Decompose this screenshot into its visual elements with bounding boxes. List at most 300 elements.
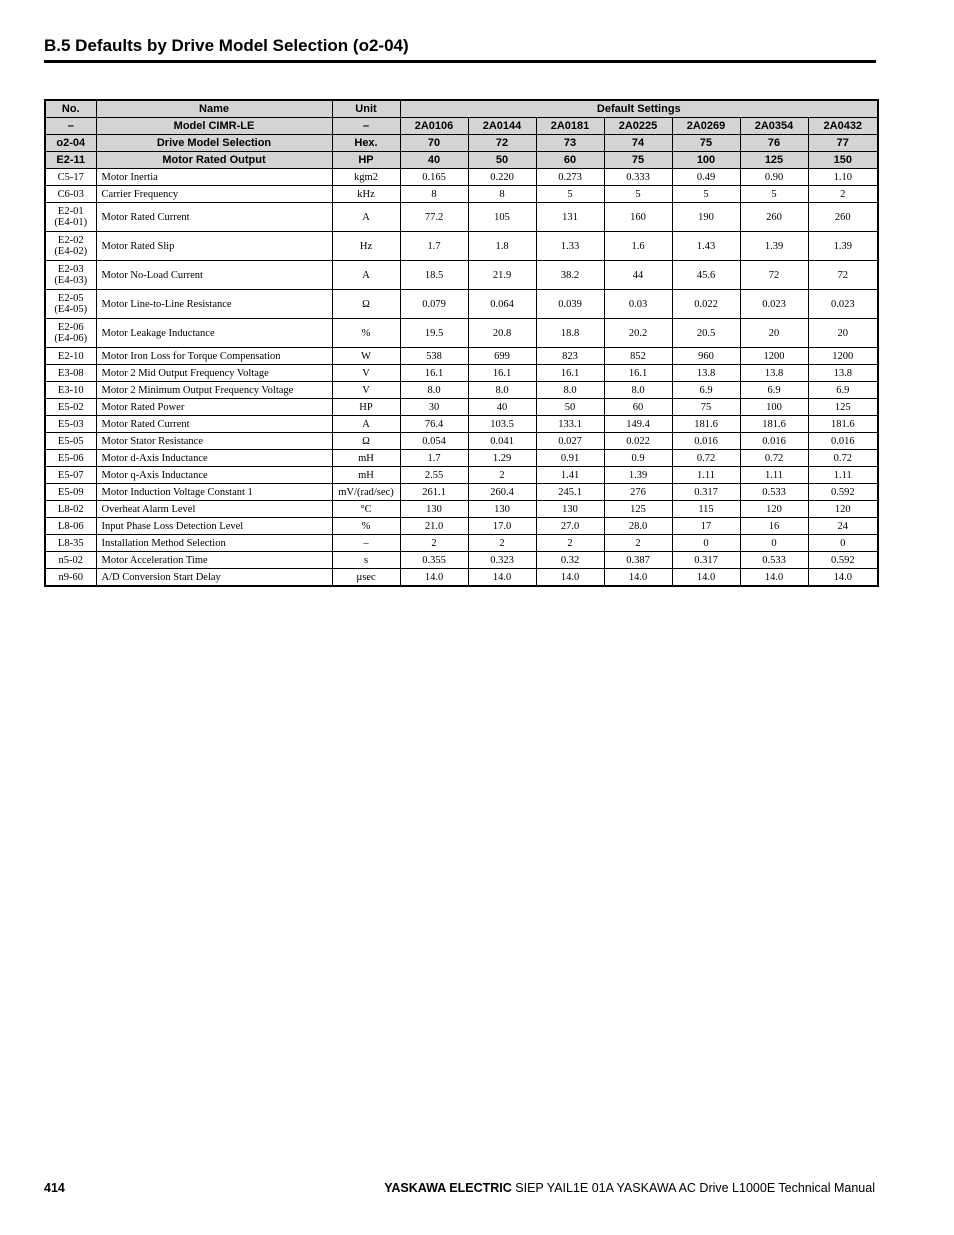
param-name: Motor Rated Slip — [96, 232, 332, 261]
param-value: 72 — [808, 261, 878, 290]
param-value: 1.10 — [808, 169, 878, 186]
param-value: 0.022 — [672, 290, 740, 319]
param-value: 0.022 — [604, 433, 672, 450]
param-name: Motor No-Load Current — [96, 261, 332, 290]
param-value: 0.016 — [808, 433, 878, 450]
param-value: 125 — [604, 501, 672, 518]
param-value: 18.5 — [400, 261, 468, 290]
output-value: 150 — [808, 152, 878, 169]
param-value: 8.0 — [400, 382, 468, 399]
param-value: 0.016 — [740, 433, 808, 450]
param-unit: A — [332, 416, 400, 433]
footer-brand: YASKAWA ELECTRIC — [384, 1181, 512, 1195]
table-row — [45, 319, 878, 348]
param-no-primary: E2-05 — [57, 293, 84, 304]
param-value: 1.41 — [536, 467, 604, 484]
param-unit: % — [332, 319, 400, 348]
param-name: Motor Line-to-Line Resistance — [96, 290, 332, 319]
model-row — [45, 118, 878, 135]
table-row — [45, 203, 878, 232]
param-value: 27.0 — [536, 518, 604, 535]
param-name: Overheat Alarm Level — [96, 501, 332, 518]
header-name: Name — [96, 100, 332, 118]
param-value: 0.039 — [536, 290, 604, 319]
param-unit: A — [332, 203, 400, 232]
param-value: 20 — [740, 319, 808, 348]
param-no — [45, 169, 96, 186]
param-value: 1.39 — [604, 467, 672, 484]
page-number: 414 — [44, 1181, 65, 1195]
param-value: 6.9 — [740, 382, 808, 399]
param-value: 19.5 — [400, 319, 468, 348]
param-no-primary: E5-06 — [57, 452, 84, 464]
param-name: Motor q-Axis Inductance — [96, 467, 332, 484]
header-no: No. — [45, 100, 96, 118]
selection-unit: Hex. — [332, 135, 400, 152]
param-value: 1.33 — [536, 232, 604, 261]
param-value: 2 — [468, 535, 536, 552]
table-row — [45, 232, 878, 261]
param-value: 0.32 — [536, 552, 604, 569]
param-no — [45, 348, 96, 365]
param-name: Motor Stator Resistance — [96, 433, 332, 450]
param-value: 1.11 — [740, 467, 808, 484]
param-value: 21.9 — [468, 261, 536, 290]
param-value: 115 — [672, 501, 740, 518]
param-unit: mV/(rad/sec) — [332, 484, 400, 501]
selection-row — [45, 135, 878, 152]
param-value: 8.0 — [468, 382, 536, 399]
param-value: 0 — [740, 535, 808, 552]
param-value: 160 — [604, 203, 672, 232]
model-value: 2A0432 — [808, 118, 878, 135]
param-value: 8 — [400, 186, 468, 203]
param-no-primary: E5-02 — [57, 401, 84, 413]
param-value: 17 — [672, 518, 740, 535]
param-unit: mH — [332, 467, 400, 484]
param-value: 14.0 — [740, 569, 808, 587]
param-value: 0.533 — [740, 552, 808, 569]
param-value: 0.041 — [468, 433, 536, 450]
param-value: 2 — [604, 535, 672, 552]
param-value: 0.016 — [672, 433, 740, 450]
model-value: 2A0144 — [468, 118, 536, 135]
param-value: 149.4 — [604, 416, 672, 433]
param-value: 20.8 — [468, 319, 536, 348]
table-row — [45, 416, 878, 433]
table-row — [45, 365, 878, 382]
param-value: 538 — [400, 348, 468, 365]
param-value: 960 — [672, 348, 740, 365]
param-unit: V — [332, 365, 400, 382]
param-no-primary: C5-17 — [57, 171, 84, 183]
param-no-primary: n9-60 — [58, 571, 83, 583]
param-value: 260 — [740, 203, 808, 232]
table-row — [45, 169, 878, 186]
param-value: 130 — [536, 501, 604, 518]
param-no — [45, 569, 96, 587]
param-name: A/D Conversion Start Delay — [96, 569, 332, 587]
param-unit: Hz — [332, 232, 400, 261]
param-value: 18.8 — [536, 319, 604, 348]
param-value: 1.7 — [400, 232, 468, 261]
param-unit: kgm2 — [332, 169, 400, 186]
param-value: 0.72 — [672, 450, 740, 467]
param-value: 16.1 — [468, 365, 536, 382]
param-value: 2 — [400, 535, 468, 552]
param-value: 260 — [808, 203, 878, 232]
param-value: 40 — [468, 399, 536, 416]
param-unit: – — [332, 535, 400, 552]
param-value: 21.0 — [400, 518, 468, 535]
footer-manual-title: SIEP YAIL1E 01A YASKAWA AC Drive L1000E Technical Manual — [515, 1181, 875, 1195]
table-row — [45, 382, 878, 399]
param-value: 14.0 — [400, 569, 468, 587]
param-no-primary: E3-10 — [57, 384, 84, 396]
param-value: 1200 — [740, 348, 808, 365]
param-no-primary: E5-03 — [57, 418, 84, 430]
model-value: 2A0225 — [604, 118, 672, 135]
table-row — [45, 348, 878, 365]
model-value: 2A0181 — [536, 118, 604, 135]
param-value: 76.4 — [400, 416, 468, 433]
model-name: Model CIMR-LE — [96, 118, 332, 135]
param-no — [45, 290, 96, 319]
param-value: 0 — [672, 535, 740, 552]
param-value: 260.4 — [468, 484, 536, 501]
param-unit: V — [332, 382, 400, 399]
param-value: 1.6 — [604, 232, 672, 261]
param-value: 1.7 — [400, 450, 468, 467]
param-value: 38.2 — [536, 261, 604, 290]
param-value: 1.39 — [808, 232, 878, 261]
param-value: 20.2 — [604, 319, 672, 348]
model-no: – — [45, 118, 96, 135]
param-value: 0.355 — [400, 552, 468, 569]
param-value: 16.1 — [604, 365, 672, 382]
param-value: 699 — [468, 348, 536, 365]
param-no — [45, 365, 96, 382]
defaults-table — [44, 99, 879, 587]
param-no-primary: E2-03 — [57, 264, 84, 275]
param-unit: Ω — [332, 290, 400, 319]
output-no: E2-11 — [45, 152, 96, 169]
table-row — [45, 535, 878, 552]
param-value: 6.9 — [808, 382, 878, 399]
param-value: 245.1 — [536, 484, 604, 501]
param-value: 8.0 — [536, 382, 604, 399]
param-value: 0.49 — [672, 169, 740, 186]
param-value: 0.317 — [672, 552, 740, 569]
param-no — [45, 467, 96, 484]
param-value: 105 — [468, 203, 536, 232]
param-value: 1200 — [808, 348, 878, 365]
param-value: 0.592 — [808, 484, 878, 501]
param-no-primary: n5-02 — [58, 554, 83, 566]
param-no-primary: E3-08 — [57, 367, 84, 379]
param-name: Installation Method Selection — [96, 535, 332, 552]
param-name: Motor Rated Power — [96, 399, 332, 416]
param-value: 5 — [740, 186, 808, 203]
param-no — [45, 203, 96, 232]
param-unit: W — [332, 348, 400, 365]
param-no — [45, 399, 96, 416]
param-no — [45, 518, 96, 535]
param-value: 5 — [604, 186, 672, 203]
table-row — [45, 261, 878, 290]
output-value: 125 — [740, 152, 808, 169]
param-unit: °C — [332, 501, 400, 518]
param-name: Motor Inertia — [96, 169, 332, 186]
param-value: 130 — [468, 501, 536, 518]
param-name: Motor d-Axis Inductance — [96, 450, 332, 467]
param-no-primary: E5-05 — [57, 435, 84, 447]
param-value: 2 — [468, 467, 536, 484]
param-value: 823 — [536, 348, 604, 365]
param-value: 0.023 — [740, 290, 808, 319]
param-no-alt: (E4-02) — [54, 246, 88, 257]
param-value: 100 — [740, 399, 808, 416]
param-value: 14.0 — [468, 569, 536, 587]
output-value: 40 — [400, 152, 468, 169]
footer-manual — [384, 1181, 875, 1195]
param-value: 16 — [740, 518, 808, 535]
param-no — [45, 484, 96, 501]
param-no — [45, 261, 96, 290]
param-name: Motor 2 Mid Output Frequency Voltage — [96, 365, 332, 382]
param-name: Motor Iron Loss for Torque Compensation — [96, 348, 332, 365]
param-value: 852 — [604, 348, 672, 365]
header-row — [45, 100, 878, 118]
param-value: 28.0 — [604, 518, 672, 535]
param-value: 17.0 — [468, 518, 536, 535]
param-value: 2 — [536, 535, 604, 552]
param-value: 0.533 — [740, 484, 808, 501]
selection-value: 75 — [672, 135, 740, 152]
param-name: Input Phase Loss Detection Level — [96, 518, 332, 535]
param-unit: HP — [332, 399, 400, 416]
param-value: 103.5 — [468, 416, 536, 433]
table-row — [45, 552, 878, 569]
param-value: 0.220 — [468, 169, 536, 186]
param-no-primary: C6-03 — [57, 188, 84, 200]
table-row — [45, 501, 878, 518]
param-no — [45, 319, 96, 348]
param-name: Carrier Frequency — [96, 186, 332, 203]
param-name: Motor Rated Current — [96, 203, 332, 232]
param-value: 0.079 — [400, 290, 468, 319]
param-value: 131 — [536, 203, 604, 232]
param-value: 133.1 — [536, 416, 604, 433]
param-value: 0 — [808, 535, 878, 552]
model-unit: – — [332, 118, 400, 135]
param-no — [45, 232, 96, 261]
param-value: 13.8 — [672, 365, 740, 382]
param-value: 261.1 — [400, 484, 468, 501]
param-no-alt: (E4-01) — [54, 217, 88, 228]
selection-value: 73 — [536, 135, 604, 152]
param-unit: s — [332, 552, 400, 569]
param-name: Motor Rated Current — [96, 416, 332, 433]
param-value: 1.11 — [672, 467, 740, 484]
selection-value: 72 — [468, 135, 536, 152]
param-value: 276 — [604, 484, 672, 501]
table-row — [45, 399, 878, 416]
table-row — [45, 450, 878, 467]
section-title: B.5 Defaults by Drive Model Selection (o2-04) — [44, 36, 876, 63]
param-no-primary: L8-35 — [57, 537, 84, 549]
param-value: 2.55 — [400, 467, 468, 484]
param-value: 13.8 — [740, 365, 808, 382]
output-name: Motor Rated Output — [96, 152, 332, 169]
model-value: 2A0269 — [672, 118, 740, 135]
param-name: Motor Acceleration Time — [96, 552, 332, 569]
param-value: 190 — [672, 203, 740, 232]
param-no — [45, 416, 96, 433]
table-row — [45, 467, 878, 484]
param-no-primary: E2-02 — [57, 235, 84, 246]
param-value: 6.9 — [672, 382, 740, 399]
table-row — [45, 484, 878, 501]
param-no-primary: L8-02 — [57, 503, 84, 515]
param-value: 0.91 — [536, 450, 604, 467]
param-value: 30 — [400, 399, 468, 416]
output-value: 50 — [468, 152, 536, 169]
param-no-primary: E5-09 — [57, 486, 84, 498]
param-unit: kHz — [332, 186, 400, 203]
param-value: 181.6 — [740, 416, 808, 433]
table-row — [45, 569, 878, 587]
param-value: 14.0 — [672, 569, 740, 587]
param-unit: A — [332, 261, 400, 290]
param-value: 120 — [808, 501, 878, 518]
param-no — [45, 450, 96, 467]
param-value: 1.8 — [468, 232, 536, 261]
param-value: 16.1 — [400, 365, 468, 382]
param-value: 0.027 — [536, 433, 604, 450]
param-value: 181.6 — [808, 416, 878, 433]
param-value: 0.333 — [604, 169, 672, 186]
param-value: 20.5 — [672, 319, 740, 348]
param-no-primary: E2-10 — [57, 350, 84, 362]
param-no — [45, 552, 96, 569]
param-value: 0.90 — [740, 169, 808, 186]
param-value: 0.387 — [604, 552, 672, 569]
param-value: 1.29 — [468, 450, 536, 467]
param-value: 60 — [604, 399, 672, 416]
table-row — [45, 433, 878, 450]
table-row — [45, 518, 878, 535]
param-value: 72 — [740, 261, 808, 290]
header-unit: Unit — [332, 100, 400, 118]
param-value: 1.39 — [740, 232, 808, 261]
param-value: 0.054 — [400, 433, 468, 450]
param-value: 14.0 — [536, 569, 604, 587]
param-value: 14.0 — [604, 569, 672, 587]
model-value: 2A0106 — [400, 118, 468, 135]
param-name: Motor Induction Voltage Constant 1 — [96, 484, 332, 501]
param-no-alt: (E4-05) — [54, 304, 88, 315]
param-no-primary: L8-06 — [57, 520, 84, 532]
param-value: 24 — [808, 518, 878, 535]
param-value: 0.064 — [468, 290, 536, 319]
param-value: 16.1 — [536, 365, 604, 382]
param-value: 8 — [468, 186, 536, 203]
param-value: 13.8 — [808, 365, 878, 382]
param-value: 130 — [400, 501, 468, 518]
param-value: 1.43 — [672, 232, 740, 261]
selection-value: 70 — [400, 135, 468, 152]
param-name: Motor Leakage Inductance — [96, 319, 332, 348]
param-value: 0.72 — [808, 450, 878, 467]
param-value: 120 — [740, 501, 808, 518]
param-value: 5 — [536, 186, 604, 203]
param-value: 0.9 — [604, 450, 672, 467]
param-no — [45, 501, 96, 518]
output-unit: HP — [332, 152, 400, 169]
table-row — [45, 186, 878, 203]
param-value: 0.023 — [808, 290, 878, 319]
selection-no: o2-04 — [45, 135, 96, 152]
param-value: 20 — [808, 319, 878, 348]
param-no — [45, 186, 96, 203]
param-value: 181.6 — [672, 416, 740, 433]
param-value: 44 — [604, 261, 672, 290]
param-no-primary: E2-01 — [57, 206, 84, 217]
output-value: 100 — [672, 152, 740, 169]
param-value: 0.323 — [468, 552, 536, 569]
selection-value: 74 — [604, 135, 672, 152]
param-unit: % — [332, 518, 400, 535]
param-name: Motor 2 Minimum Output Frequency Voltage — [96, 382, 332, 399]
param-value: 0.273 — [536, 169, 604, 186]
param-unit: mH — [332, 450, 400, 467]
output-row — [45, 152, 878, 169]
param-value: 14.0 — [808, 569, 878, 587]
param-value: 75 — [672, 399, 740, 416]
param-no-primary: E2-06 — [57, 322, 84, 333]
param-no-alt: (E4-06) — [54, 333, 88, 344]
param-value: 8.0 — [604, 382, 672, 399]
header-default-settings: Default Settings — [400, 100, 878, 118]
param-value: 5 — [672, 186, 740, 203]
param-value: 2 — [808, 186, 878, 203]
selection-value: 77 — [808, 135, 878, 152]
selection-name: Drive Model Selection — [96, 135, 332, 152]
model-value: 2A0354 — [740, 118, 808, 135]
param-value: 0.72 — [740, 450, 808, 467]
param-value: 125 — [808, 399, 878, 416]
param-value: 45.6 — [672, 261, 740, 290]
param-value: 1.11 — [808, 467, 878, 484]
param-no-primary: E5-07 — [57, 469, 84, 481]
param-no — [45, 433, 96, 450]
param-unit: Ω — [332, 433, 400, 450]
param-no — [45, 535, 96, 552]
param-value: 50 — [536, 399, 604, 416]
param-unit: µsec — [332, 569, 400, 587]
table-row — [45, 290, 878, 319]
param-value: 0.03 — [604, 290, 672, 319]
param-value: 77.2 — [400, 203, 468, 232]
output-value: 60 — [536, 152, 604, 169]
output-value: 75 — [604, 152, 672, 169]
param-value: 0.592 — [808, 552, 878, 569]
selection-value: 76 — [740, 135, 808, 152]
param-value: 0.317 — [672, 484, 740, 501]
param-no-alt: (E4-03) — [54, 275, 88, 286]
param-no — [45, 382, 96, 399]
